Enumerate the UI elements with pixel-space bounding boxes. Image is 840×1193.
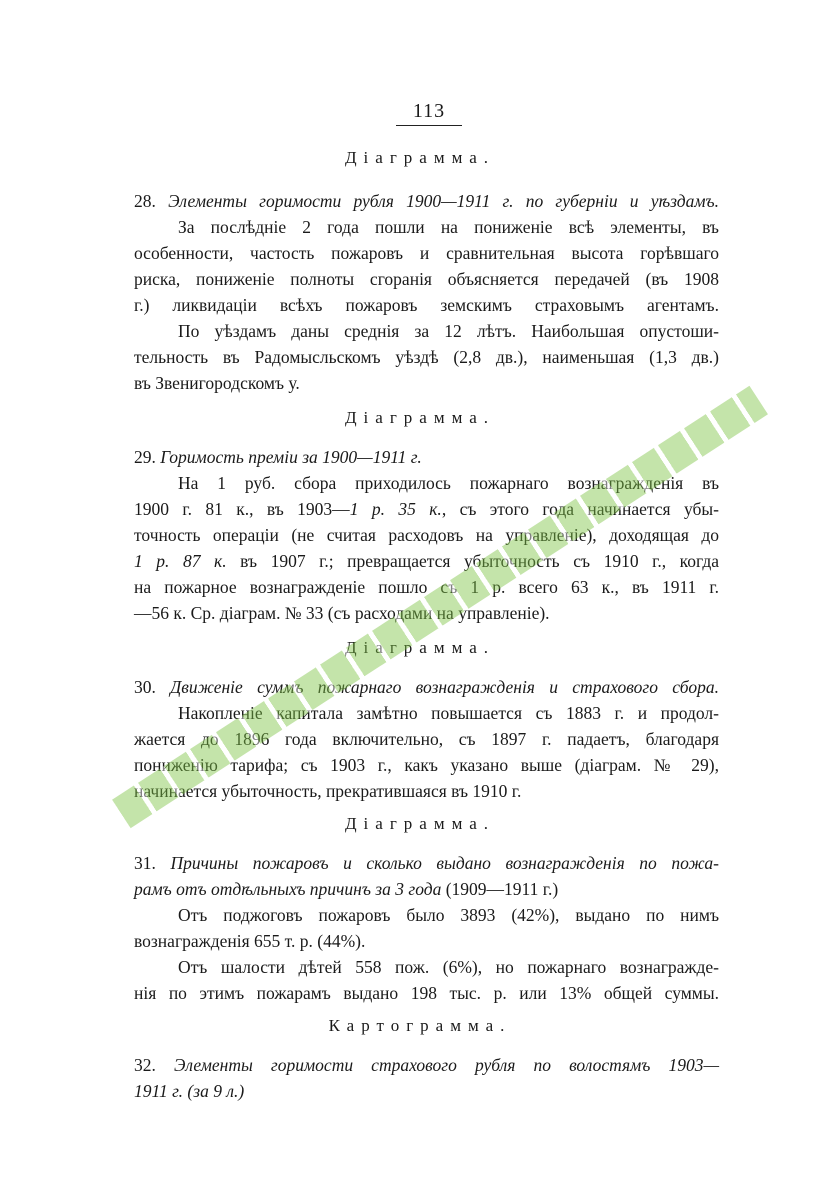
s28-line-4: г.) ликвидаціи всѣхъ пожаровъ земскимъ страховымъ агентамъ.	[134, 295, 719, 315]
s31-title-line-1	[134, 852, 719, 874]
s28-title: Элементы горимости рубля 1900—1911 г. по губерніи и уѣздамъ.	[168, 191, 720, 211]
s29-line-6: —56 к. Ср. діаграм. № 33 (съ расходами на управленіе).	[134, 603, 550, 623]
s28-line-3: риска, пониженіе полноты сгоранія объясняется передачей (въ 1908	[134, 269, 719, 289]
s30-title: Движеніе суммъ пожарнаго вознагражденія и страхового сбора.	[170, 677, 719, 697]
s29-number: 29.	[134, 447, 156, 467]
s28-line-2: особенности, частость пожаровъ и сравнительная высота горѣвшаго	[134, 243, 719, 263]
s31-line-2: вознагражденія 655 т. р. (44%).	[134, 931, 366, 951]
s31-number: 31.	[134, 853, 156, 873]
page-number: 113	[396, 100, 462, 126]
s30-title-line	[134, 676, 719, 698]
s31-title-2b: (1909—1911 г.)	[441, 879, 559, 899]
s30-line-1: Накопленіе капитала замѣтно повышается съ 1883 г. и продол-	[178, 703, 719, 723]
s29-line-2a: 1900 г. 81 к., въ 1903—	[134, 499, 350, 519]
s28-line-5: По уѣздамъ даны среднія за 12 лѣтъ. Наибольшая опустоши-	[178, 321, 719, 341]
s31-line-4: нія по этимъ пожарамъ выдано 198 тыс. р. или 13% общей суммы.	[134, 983, 719, 1003]
s30-number: 30.	[134, 677, 156, 697]
s28-title-line	[134, 190, 719, 212]
s31-title-line-2	[134, 878, 558, 900]
s31-title-2a: рамъ отъ отдѣльныхъ причинъ за 3 года	[134, 879, 442, 899]
s32-number: 32.	[134, 1055, 156, 1075]
s29-title-line	[134, 446, 422, 468]
s31-line-1: Отъ поджоговъ пожаровъ было 3893 (42%), выдано по нимъ	[178, 905, 719, 925]
heading-cartogram: Картограмма.	[328, 1016, 512, 1035]
heading-diagram-1: Діаграмма.	[344, 148, 496, 167]
heading-diagram-4: Діаграмма.	[344, 814, 496, 833]
s29-title: Горимость преміи за 1900—1911 г.	[160, 447, 422, 467]
s31-title-1: Причины пожаровъ и сколько выдано вознагражденія по пожа-	[170, 853, 720, 873]
s30-line-2: жается до 1896 года включительно, съ 1897 г. падаетъ, благодаря	[134, 729, 719, 749]
s29-line-5: на пожарное вознагражденіе пошло съ 1 р. всего 63 к., въ 1911 г.	[134, 577, 719, 597]
s32-title-1: Элементы горимости страхового рубля по волостямъ 1903—	[173, 1055, 720, 1075]
s29-line-2b: 1 р. 35 к.	[349, 499, 442, 519]
s30-line-3: пониженію тарифа; съ 1903 г., какъ указано выше (діаграм. № 29),	[134, 755, 719, 775]
s28-line-6: тельность въ Радомысльскомъ уѣздѣ (2,8 дв.), наименьшая (1,3 дв.)	[134, 347, 719, 367]
s30-line-4: начинается убыточность, прекратившаяся въ 1910 г.	[134, 781, 522, 801]
s29-line-4b: въ 1907 г.; превращается убыточность съ 1910 г., когда	[226, 551, 719, 571]
s29-line-2c: , съ этого года начинается убы-	[441, 499, 719, 519]
s28-line-1: За послѣдніе 2 года пошли на пониженіе всѣ элементы, въ	[178, 217, 719, 237]
heading-diagram-2: Діаграмма.	[344, 408, 496, 427]
s29-line-4a: 1 р. 87 к.	[134, 551, 227, 571]
s31-line-3: Отъ шалости дѣтей 558 пож. (6%), но пожарнаго вознагражде-	[178, 957, 719, 977]
s28-line-7: въ Звенигородскомъ у.	[134, 373, 300, 393]
s29-line-3: точность операціи (не считая расходовъ на управленіе), доходящая до	[134, 525, 719, 545]
heading-diagram-3: Діаграмма.	[344, 638, 496, 657]
s28-number: 28.	[134, 191, 156, 211]
s29-line-1: На 1 руб. сбора приходилось пожарнаго вознагражденія въ	[178, 473, 719, 493]
s32-title-line-1	[134, 1054, 719, 1076]
s32-title-line-2: 1911 г. (за 9 л.)	[134, 1081, 245, 1101]
s29-line-4	[134, 550, 719, 572]
